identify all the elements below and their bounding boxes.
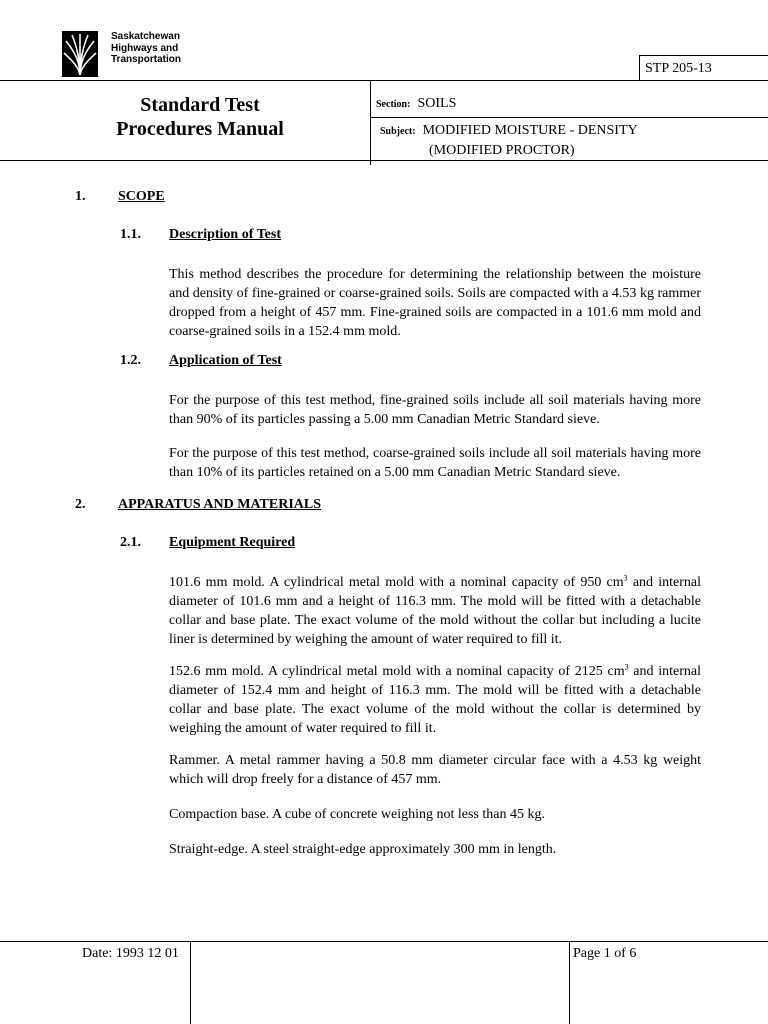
section-2-1-title: Equipment Required <box>169 535 296 550</box>
doc-number-divider <box>639 55 640 80</box>
manual-title <box>60 93 340 141</box>
subject-label: Subject: <box>380 126 416 137</box>
footer-left-divider <box>190 941 191 1024</box>
section-field <box>376 96 456 112</box>
mold-101-text-a: 101.6 mm mold. A cylindrical metal mold with a nominal capacity of 950 cm <box>169 575 624 590</box>
header-center-divider <box>370 80 371 165</box>
section-1-number: 1. <box>75 189 86 204</box>
footer-date: Date: 1993 12 01 <box>82 946 179 961</box>
wheat-sheaf-logo-icon <box>62 31 98 77</box>
section-2-number: 2. <box>75 497 86 512</box>
subject-line-2: (MODIFIED PROCTOR) <box>429 143 575 158</box>
footer-rule <box>0 941 768 942</box>
section-label: Section: <box>376 99 411 110</box>
header-top-rule <box>0 80 768 81</box>
equipment-compaction-base-paragraph: Compaction base. A cube of concrete weighing not less than 45 kg. <box>169 807 545 822</box>
mold-152-text-b: and internal diameter of 152.4 mm and height of 116.3 mm. The mold will be fitted with a detachable collar and base plate. The exact volume of the mold without the collar is determined by weighing the amount of water required to fill it. <box>169 664 702 736</box>
equipment-mold-152-paragraph <box>169 662 701 738</box>
agency-line-1: Saskatchewan <box>111 31 180 42</box>
equipment-straight-edge-paragraph: Straight-edge. A steel straight-edge approximately 300 mm in length. <box>169 842 557 857</box>
mold-101-text-b: and internal diameter of 101.6 mm and a height of 116.3 mm. The mold will be fitted with a detachable collar and base plate. The exact volume of the mold without the collar but including a lucite liner is determined by weighing the amount of water required to fill it. <box>169 575 701 647</box>
section-1-2-title: Application of Test <box>169 353 282 368</box>
agency-line-2: Highways and <box>111 42 179 54</box>
footer-right-divider <box>569 941 570 1024</box>
subject-field <box>380 121 638 160</box>
manual-title-line-2: Procedures Manual <box>116 118 284 140</box>
agency-name <box>111 31 181 66</box>
equipment-mold-101-paragraph <box>169 573 701 649</box>
section-subject-rule <box>370 117 768 118</box>
header-bottom-rule <box>0 160 768 161</box>
mold-101-superscript: 3 <box>623 573 628 583</box>
section-1-1-title: Description of Test <box>169 227 281 242</box>
section-value: SOILS <box>417 96 457 111</box>
section-1-2-paragraph-1: For the purpose of this test method, fine-grained soils include all soil materials having more than 90% of its particles passing a 5.00 mm Canadian Metric Standard sieve. <box>169 393 701 427</box>
section-1-1-number: 1.1. <box>120 227 141 242</box>
document-number: STP 205-13 <box>645 61 712 76</box>
manual-title-line-1: Standard Test <box>140 94 260 116</box>
mold-152-text-a: 152.6 mm mold. A cylindrical metal mold with a nominal capacity of 2125 cm <box>169 664 625 679</box>
section-1-2-number: 1.2. <box>120 353 141 368</box>
section-1-2-paragraph-2: For the purpose of this test method, coarse-grained soils include all soil materials having more than 10% of its particles retained on a 5.00 mm Canadian Metric Standard sieve. <box>169 446 701 480</box>
section-2-title: APPARATUS AND MATERIALS <box>118 497 322 512</box>
subject-line-1: MODIFIED MOISTURE - DENSITY <box>422 123 638 138</box>
equipment-rammer-paragraph: Rammer. A metal rammer having a 50.8 mm diameter circular face with a 4.53 kg weight which will drop freely for a distance of 457 mm. <box>169 753 701 787</box>
section-1-1-paragraph: This method describes the procedure for determining the relationship between the moisture and density of fine-grained or coarse-grained soils. Soils are compacted with a 4.53 kg rammer dropped from a height of 457 mm. Fine-grained soils are compacted in a 101.6 mm mold and coarse-grained soils in a 152.4 mm mold. <box>169 267 701 339</box>
section-2-1-number: 2.1. <box>120 535 141 550</box>
footer-page-number: Page 1 of 6 <box>573 946 637 961</box>
agency-line-3: Transportation <box>111 54 182 65</box>
section-1-title: SCOPE <box>118 189 165 204</box>
mold-152-superscript: 3 <box>624 662 629 672</box>
doc-number-top-rule <box>639 55 768 56</box>
